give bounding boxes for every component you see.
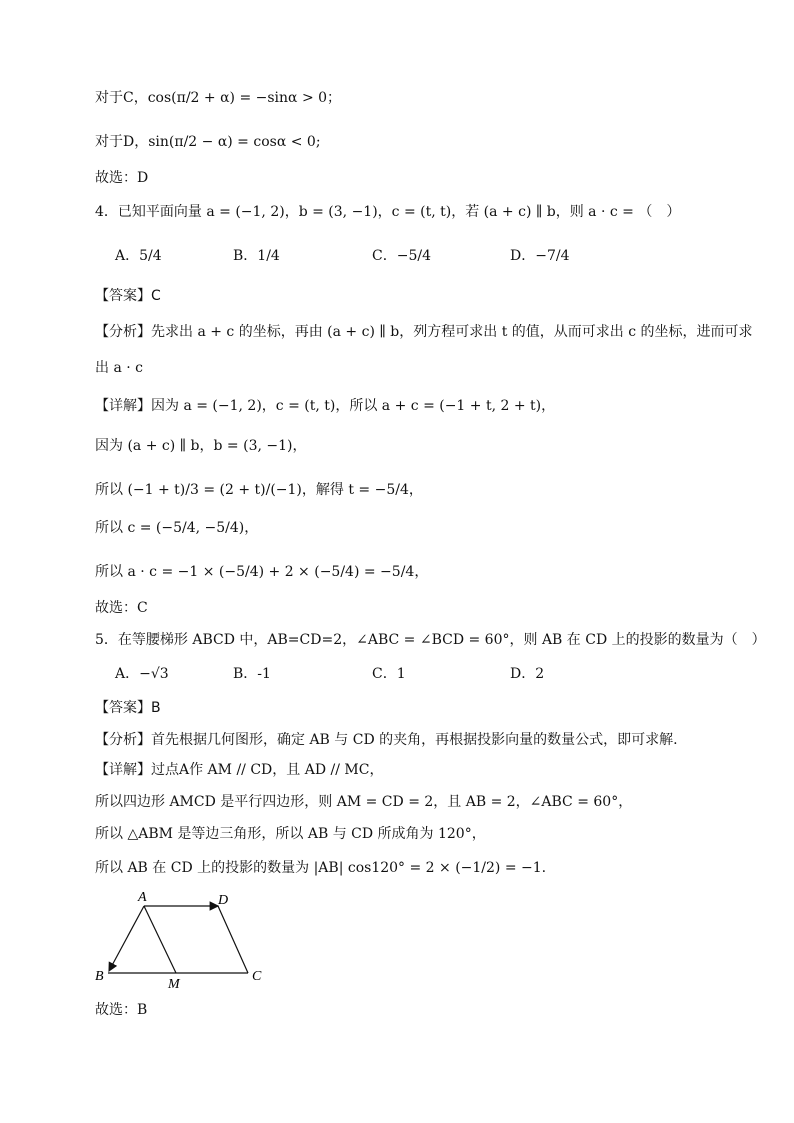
q4-detail-5: 所以 a · c = −1 × (−5/4) + 2 × (−5/4) = −5/4， [95, 564, 429, 580]
label-d: D [218, 893, 229, 908]
choice-b: 故选：B [95, 1002, 148, 1018]
trapezoid-figure [90, 888, 280, 993]
label-m: M [168, 977, 180, 992]
q4-answer: 【答案】C [95, 288, 161, 304]
question-5: 5．在等腰梯形 ABCD 中，AB=CD=2，∠ABC = ∠BCD = 60°，则 AB 在 CD 上的投影的数量为（ ） [95, 632, 766, 648]
segment-am [144, 906, 176, 973]
q5-option-b: B．-1 [233, 666, 271, 682]
line-c-cos: 对于C，cos(π/2 + α) = −sinα > 0； [95, 90, 342, 106]
q4-detail-3: 所以 (−1 + t)/3 = (2 + t)/(−1)，解得 t = −5/4， [95, 482, 423, 498]
question-4: 4．已知平面向量 a = (−1, 2)，b = (3, −1)，c = (t, t)，若 (a + c) ∥ b，则 a · c = （ ） [95, 204, 681, 220]
q4-detail-1: 【详解】因为 a = (−1, 2)，c = (t, t)，所以 a + c = (−1 + t, 2 + t)， [95, 398, 556, 414]
q4-detail-2: 因为 (a + c) ∥ b，b = (3, −1)， [95, 438, 307, 454]
q5-detail-1: 【详解】过点A作 AM // CD，且 AD // MC， [95, 762, 384, 778]
q4-option-a: A．5/4 [115, 248, 162, 264]
q4-analysis-1: 【分析】先求出 a + c 的坐标，再由 (a + c) ∥ b，列方程可求出 t 的值，从而可求出 c 的坐标，进而可求 [95, 324, 753, 340]
q5-analysis: 【分析】首先根据几何图形，确定 AB 与 CD 的夹角，再根据投影向量的数量公式，即可求解. [95, 732, 678, 748]
q4-analysis-2: 出 a · c [95, 360, 143, 376]
q5-detail-2: 所以四边形 AMCD 是平行四边形，则 AM = CD = 2，且 AB = 2，∠ABC = 60°， [95, 794, 633, 810]
q4-option-b: B．1/4 [233, 248, 280, 264]
segment-ab [109, 906, 144, 971]
label-a: A [138, 890, 147, 905]
q5-option-d: D．2 [510, 666, 545, 682]
label-c: C [252, 969, 262, 984]
q5-option-c: C．1 [372, 666, 406, 682]
choice-d: 故选：D [95, 170, 149, 186]
q4-option-c: C．−5/4 [372, 248, 431, 264]
label-b: B [95, 969, 104, 984]
q4-option-d: D．−7/4 [510, 248, 570, 264]
segment-cd [218, 906, 248, 973]
q5-option-a: A．−√3 [115, 666, 169, 682]
q4-detail-4: 所以 c = (−5/4, −5/4)， [95, 520, 259, 536]
q5-detail-4: 所以 AB 在 CD 上的投影的数量为 |AB| cos120° = 2 × (−1/2) = −1. [95, 860, 547, 876]
q5-answer: 【答案】B [95, 700, 161, 716]
line-d-sin: 对于D，sin(π/2 − α) = cosα < 0; [95, 134, 321, 150]
q5-detail-3: 所以 △ABM 是等边三角形，所以 AB 与 CD 所成角为 120°， [95, 826, 486, 842]
choice-c: 故选：C [95, 600, 148, 616]
